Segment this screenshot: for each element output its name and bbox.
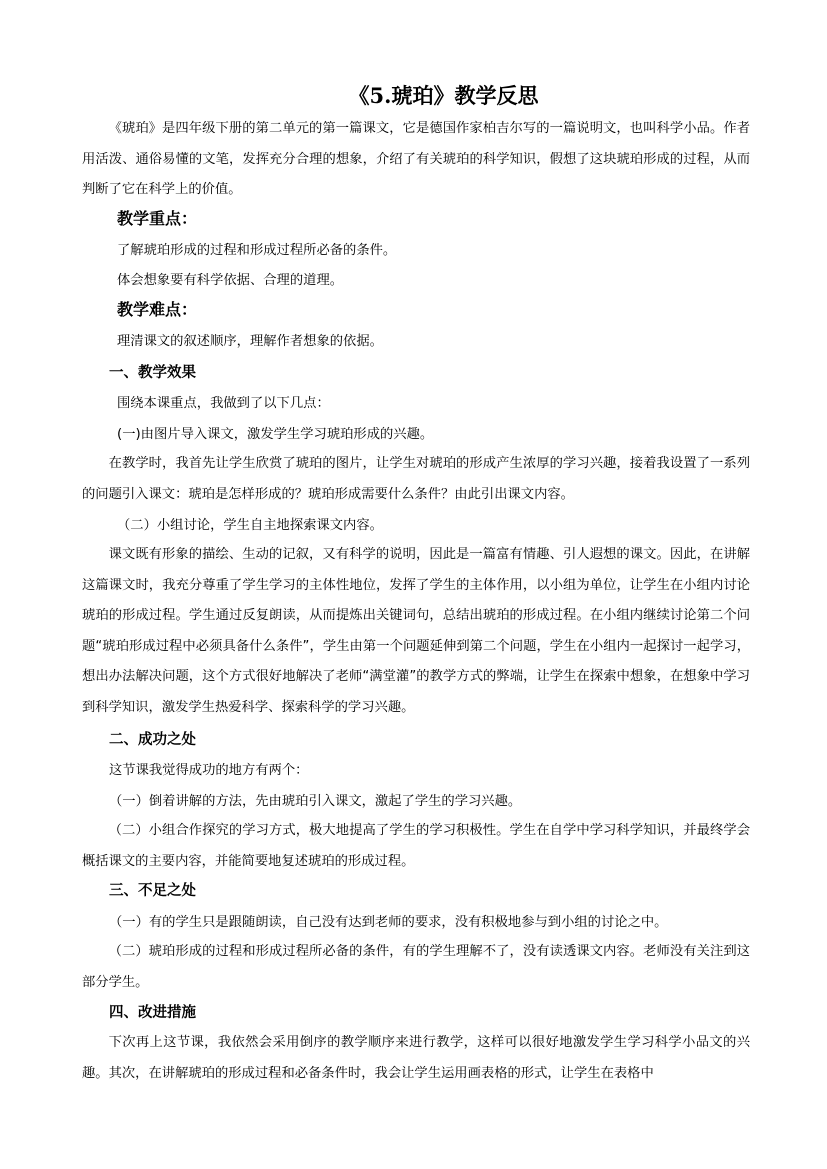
key-points-heading: 教学重点： bbox=[117, 209, 198, 228]
section-heading-shortcomings: 三、不足之处 bbox=[109, 882, 196, 899]
section-line: （一）倒着讲解的方法，先由琥珀引入课文，激起了学生的学习兴趣。 bbox=[109, 794, 522, 809]
intro-paragraph: 《琥珀》是四年级下册的第二单元的第一篇课文，它是德国作家柏吉尔写的一篇说明文，也叫科学小品。作者用活泼、通俗易懂的文笔，发挥充分合理的想象，介绍了有关琥珀的科学知识，假想了这块琥珀形成的过程，从而判断了它在科学上的价值。 bbox=[82, 121, 750, 197]
difficulty-item: 理清课文的叙述顺序，理解作者想象的依据。 bbox=[117, 334, 383, 349]
section-paragraph: （二）小组合作探究的学习方式，极大地提高了学生的学习积极性。学生在自学中学习科学知识，并最终学会概括课文的主要内容，并能简要地复述琥珀的形成过程。 bbox=[82, 823, 750, 869]
difficulties-heading: 教学难点： bbox=[117, 300, 198, 319]
section-paragraph: 在教学时，我首先让学生欣赏了琥珀的图片，让学生对琥珀的形成产生浓厚的学习兴趣，接着我设置了一系列的问题引入课文：琥珀是怎样形成的？琥珀形成需要什么条件？由此引出课文内容。 bbox=[82, 456, 750, 502]
section-heading-success: 二、成功之处 bbox=[109, 731, 196, 748]
section-paragraph: 下次再上这节课，我依然会采用倒序的教学顺序来进行教学，这样可以很好地激发学生学习科学小品文的兴趣。其次，在讲解琥珀的形成过程和必备条件时，我会让学生运用画表格的形式，让学生在表格中 bbox=[82, 1035, 750, 1081]
section-line: 这节课我觉得成功的地方有两个： bbox=[109, 763, 309, 778]
key-point-item: 了解琥珀形成的过程和形成过程所必备的条件。 bbox=[117, 243, 397, 258]
document-title: 《5.琥珀》教学反思 bbox=[348, 83, 539, 108]
section-heading-effect: 一、教学效果 bbox=[109, 364, 196, 381]
section-paragraph: （二）琥珀形成的过程和形成过程所必备的条件，有的学生理解不了，没有读透课文内容。老师没有关注到这部分学生。 bbox=[82, 944, 750, 990]
section-line: （二）小组讨论，学生自主地探索课文内容。 bbox=[117, 518, 383, 533]
section-line: （一）有的学生只是跟随朗读，自己没有达到老师的要求，没有积极地参与到小组的讨论之中。 bbox=[109, 915, 668, 930]
section-heading-improvement: 四、改进措施 bbox=[109, 1004, 196, 1021]
section-line: (一)由图片导入课文，激发学生学习琥珀形成的兴趣。 bbox=[117, 427, 434, 442]
section-line: 围绕本课重点，我做到了以下几点： bbox=[117, 396, 330, 411]
key-point-item: 体会想象要有科学依据、合理的道理。 bbox=[117, 273, 344, 288]
section-paragraph: 课文既有形象的描绘、生动的记叙，又有科学的说明，因此是一篇富有情趣、引人遐想的课文。因此，在讲解这篇课文时，我充分尊重了学生学习的主体性地位，发挥了学生的主体作用，以小组为单位，让学生在小组内讨论琥珀的形成过程。学生通过反复朗读，从而提炼出关键词句，总结出琥珀的形成过程。在小组内继续讨论第二个问题“琥珀形成过程中必须具备什么条件”，学生由第一个问题延伸到第二个问题，学生在小组内一起探讨一起学习，想出办法解决问题，这个方式很好地解决了老师“满堂灌”的教学方式的弊端，让学生在探索中想象，在想象中学习到科学知识，激发学生热爱科学、探索科学的学习兴趣。 bbox=[82, 547, 750, 715]
